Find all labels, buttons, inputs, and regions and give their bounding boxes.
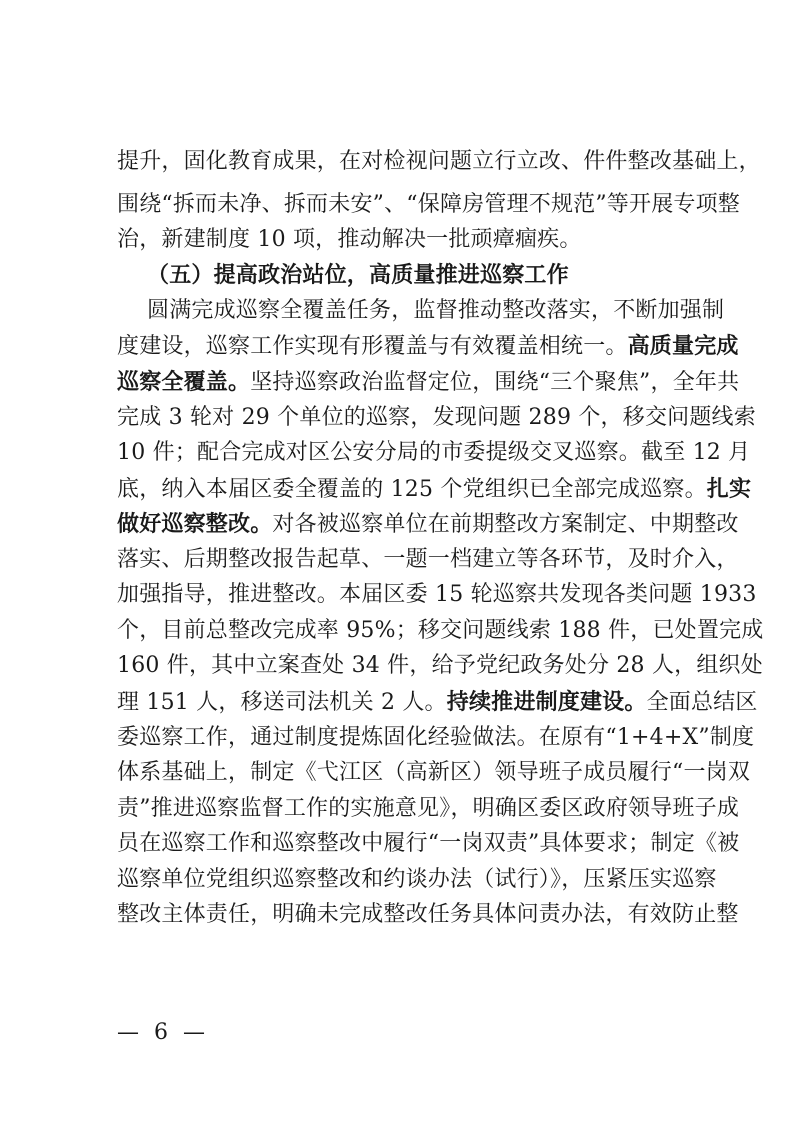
body-line-20: 员在巡察工作和巡察整改中履行“一岗双责”具体要求；制定《被 — [117, 831, 740, 856]
body-line-13: 加强指导，推进整改。本届区委 15 轮巡察共发现各类问题 1933 — [117, 582, 757, 607]
body-line-7 — [117, 367, 739, 398]
bold-lead-high-quality-coverage-start: 高质量完成 — [627, 333, 739, 359]
section-heading: （五）提高政治站位，高质量推进巡察工作 — [147, 262, 569, 288]
bold-lead-rectification-end: 做好巡察整改。 — [117, 511, 273, 537]
body-line-8: 完成 3 轮对 29 个单位的巡察，发现问题 289 个，移交问题线索 — [117, 405, 756, 430]
body-line-2: 围绕“拆而未净、拆而未安”、“保障房管理不规范”等开展专项整 — [117, 192, 740, 217]
body-line-16 — [117, 687, 758, 718]
body-text: 全面总结区 — [646, 690, 758, 715]
body-line-1: 提升，固化教育成果，在对检视问题立行立改、件件整改基础上， — [117, 149, 761, 174]
bold-lead-rectification-start: 扎实 — [706, 476, 752, 502]
body-line-5: 圆满完成巡察全覆盖任务，监督推动整改落实，不断加强制 — [147, 298, 725, 323]
body-line-14: 个，目前总整改完成率 95%；移交问题线索 188 件，已处置完成 — [117, 618, 764, 643]
body-line-22: 整改主体责任，明确未完成整改任务具体问责办法，有效防止整 — [117, 902, 739, 927]
body-line-19: 责”推进巡察监督工作的实施意见》，明确区委区政府领导班子成 — [117, 796, 740, 821]
body-line-18: 体系基础上，制定《弋江区（高新区）领导班子成员履行“一岗双 — [117, 760, 751, 785]
body-line-6 — [117, 331, 739, 362]
bold-lead-system-building: 持续推进制度建设。 — [446, 689, 647, 715]
body-line-17: 委巡察工作，通过制度提炼固化经验做法。在原有“1+4+X”制度 — [117, 725, 755, 750]
body-line-10 — [117, 474, 751, 505]
body-text: 坚持巡察政治监督定位，围绕“三个聚焦”，全年共 — [250, 370, 740, 395]
body-line-9: 10 件；配合完成对区公安分局的市委提级交叉巡察。截至 12 月 — [117, 440, 751, 465]
body-text: 度建设，巡察工作实现有形覆盖与有效覆盖相统一。 — [117, 334, 628, 359]
body-text: 对各被巡察单位在前期整改方案制定、中期整改 — [272, 512, 739, 537]
body-line-15: 160 件，其中立案查处 34 件，给予党纪政务处分 28 人，组织处 — [117, 653, 763, 678]
body-line-12: 落实、后期整改报告起草、一题一档建立等各环节，及时介入， — [117, 547, 739, 572]
body-text: 底，纳入本届区委全覆盖的 125 个党组织已全部完成巡察。 — [117, 477, 707, 502]
body-line-21: 巡察单位党组织巡察整改和约谈办法（试行）》，压紧压实巡察 — [117, 867, 717, 892]
page-number: — 6 — — [117, 1020, 209, 1045]
body-line-3: 治，新建制度 10 项，推动解决一批顽瘴痼疾。 — [117, 227, 582, 252]
body-text: 理 151 人，移送司法机关 2 人。 — [117, 690, 447, 715]
bold-lead-high-quality-coverage-end: 巡察全覆盖。 — [117, 369, 251, 395]
body-line-11 — [117, 509, 739, 540]
